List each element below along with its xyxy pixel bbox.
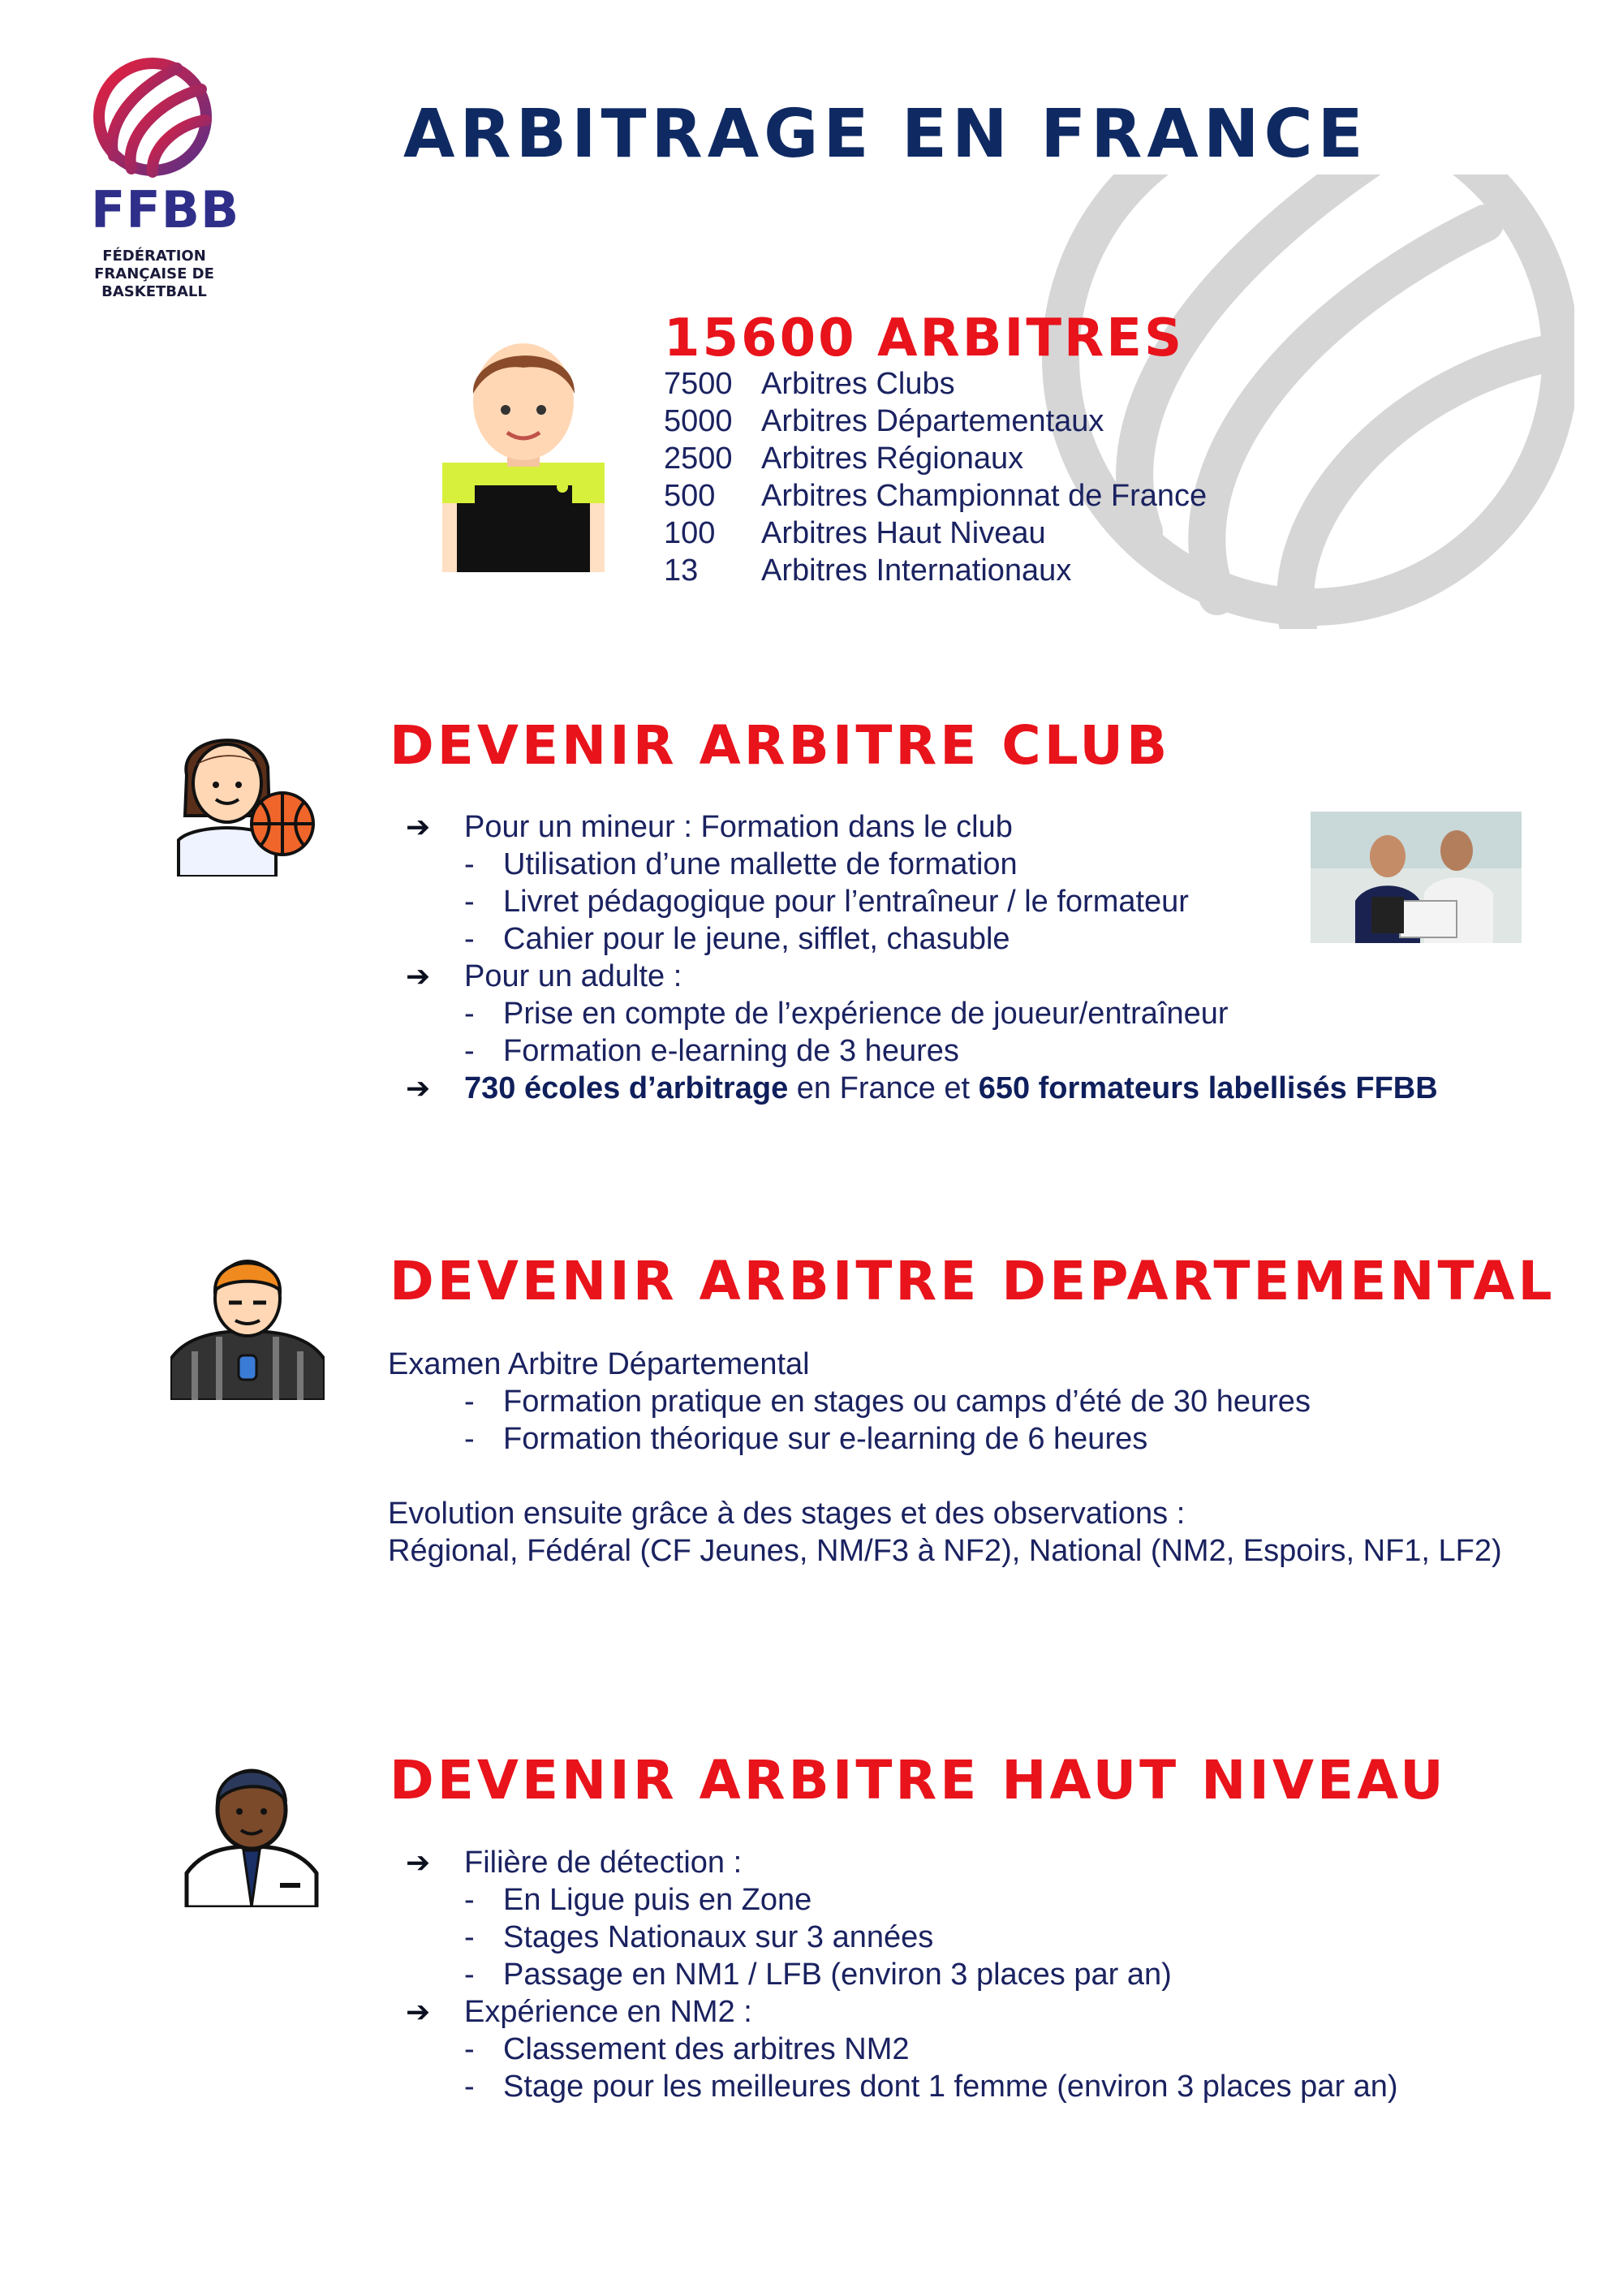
dept-evolution: Evolution ensuite grâce à des stages et des observations :: [388, 1497, 1186, 1531]
haut-subitem: Stages Nationaux sur 3 années: [503, 1920, 934, 1954]
stat-number: 5000: [664, 404, 733, 438]
haut-list: ➔ Filière de détection : - En Ligue puis en Zone - Stages Nationaux sur 3 années - Passage en NM1 / LFB (environ 3 places par an) ➔ Expérience en NM2 : - Classement des arbitres NM2 - Stage pour les meilleures dont 1 femme (environ 3 places par an): [406, 1846, 1398, 2104]
club-subitem: Formation e-learning de 3 heures: [503, 1034, 959, 1068]
stat-label: Arbitres Haut Niveau: [761, 516, 1046, 550]
stat-number: 7500: [664, 367, 733, 401]
logo-line2: FRANÇAISE DE: [94, 265, 214, 282]
stats-headline: 15600 ARBITRES: [664, 308, 1185, 368]
basketball-logo-icon: [81, 50, 227, 188]
trainers-photo: [1311, 812, 1522, 943]
club-list: ➔ Pour un mineur : Formation dans le club - Utilisation d’une mallette de formation - Livret pédagogique pour l’entraîneur / le formateur - Cahier pour le jeune, sifflet, chasuble ➔ Pour un adulte : - Prise en compte de l’expérience de joueur/entraîneur - Formation e-learning de 3 heures ➔ 730 écoles d’arbitrage en France et 650 formateurs labellisés FFBB: [406, 810, 1438, 1105]
club-heading: DEVENIR ARBITRE CLUB: [390, 714, 1171, 777]
club-subitem: Prise en compte de l’expérience de joueur/entraîneur: [503, 997, 1229, 1031]
stat-label: Arbitres Championnat de France: [761, 479, 1208, 513]
dept-subitem: Formation théorique sur e-learning de 6 heures: [503, 1422, 1148, 1456]
haut-subitem: Passage en NM1 / LFB (environ 3 places par an): [503, 1958, 1172, 1992]
club-bullet-3: 730 écoles d’arbitrage en France et 650 formateurs labellisés FFBB: [464, 1071, 1438, 1105]
logo-line1: FÉDÉRATION: [102, 248, 206, 265]
referee-avatar-icon: [442, 329, 605, 572]
ffbb-logo: [81, 50, 240, 302]
arrow-icon: ➔: [406, 959, 431, 993]
logo-acronym: FFBB: [91, 180, 240, 239]
stat-label: Arbitres Régionaux: [761, 442, 1024, 476]
dept-subitem: Formation pratique en stages ou camps d’été de 30 heures: [503, 1385, 1311, 1419]
referee-haut-niveau-icon: [183, 1753, 321, 1907]
dept-intro: Examen Arbitre Départemental: [388, 1347, 810, 1381]
club-subitem: Livret pédagogique pour l’entraîneur / le formateur: [503, 885, 1189, 919]
haut-subitem: En Ligue puis en Zone: [503, 1883, 812, 1917]
page-title: ARBITRAGE EN FRANCE: [403, 96, 1368, 173]
girl-basketball-icon: [162, 718, 321, 877]
haut-bullet-1: Filière de détection :: [464, 1846, 743, 1880]
stat-number: 500: [664, 479, 716, 513]
arrow-icon: ➔: [406, 1071, 431, 1105]
dept-heading: DEVENIR ARBITRE DEPARTEMENTAL: [390, 1250, 1556, 1312]
dept-evolution-levels: Régional, Fédéral (CF Jeunes, NM/F3 à NF2), National (NM2, Espoirs, NF1, LF2): [388, 1534, 1502, 1568]
arrow-icon: ➔: [406, 810, 431, 843]
haut-bullet-2: Expérience en NM2 :: [464, 1995, 752, 2029]
referee-departemental-icon: [170, 1246, 325, 1400]
arrow-icon: ➔: [406, 1995, 431, 2028]
stat-number: 100: [664, 516, 716, 550]
stat-label: Arbitres Internationaux: [761, 554, 1072, 588]
club-subitem: Utilisation d’une mallette de formation: [503, 847, 1018, 881]
stat-label: Arbitres Clubs: [761, 367, 955, 401]
haut-subitem: Stage pour les meilleures dont 1 femme (environ 3 places par an): [503, 2070, 1398, 2104]
logo-line3: BASKETBALL: [101, 283, 207, 300]
club-bullet-1: Pour un mineur : Formation dans le club: [464, 810, 1013, 844]
stat-label: Arbitres Départementaux: [761, 404, 1104, 438]
club-subitem: Cahier pour le jeune, sifflet, chasuble: [503, 922, 1010, 956]
haut-subitem: Classement des arbitres NM2: [503, 2032, 910, 2066]
haut-heading: DEVENIR ARBITRE HAUT NIVEAU: [390, 1749, 1447, 1811]
stat-number: 13: [664, 554, 699, 588]
arrow-icon: ➔: [406, 1846, 431, 1879]
dept-block: Examen Arbitre Départemental - Formation pratique en stages ou camps d’été de 30 heures - Formation théorique sur e-learning de 6 heures Evolution ensuite grâce à des stages et des observations : Régional, Fédéral (CF Jeunes, NM/F3 à NF2), National (NM2, Espoirs, NF1, LF2): [388, 1347, 1502, 1568]
stat-number: 2500: [664, 442, 733, 476]
club-bullet-2: Pour un adulte :: [464, 959, 682, 993]
